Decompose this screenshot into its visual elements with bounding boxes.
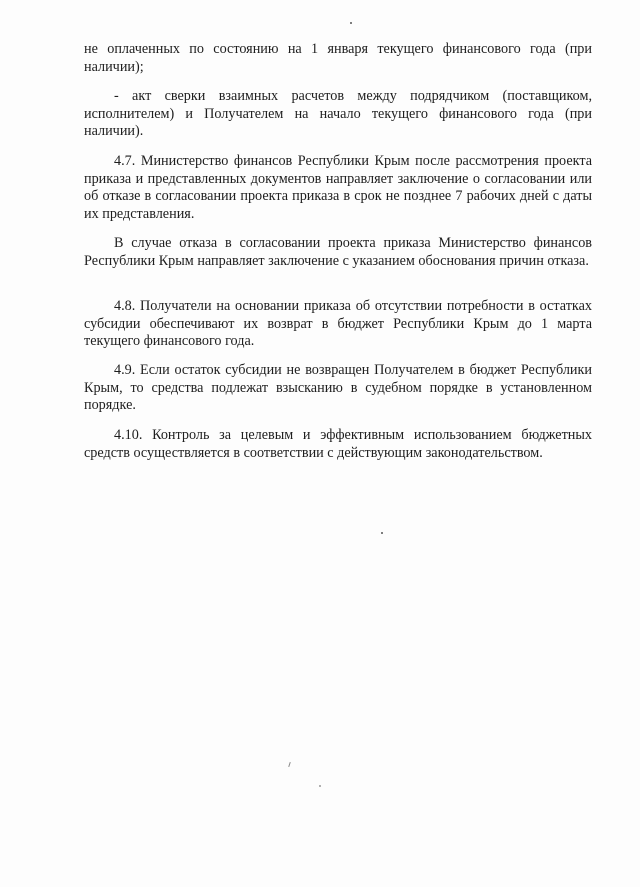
scan-speck	[319, 785, 321, 787]
paragraph-refusal: В случае отказа в согласовании проекта приказа Министерство финансов Республики Крым направляет заключение с указанием обоснования причин отказа.	[84, 235, 592, 269]
paragraph-4-8: 4.8. Получатели на основании приказа об отсутствии потребности в остатках субсидии обеспечивают их возврат в бюджет Республики Крым до 1 марта текущего финансового года.	[84, 298, 592, 349]
scan-speck	[288, 762, 290, 767]
scan-speck	[381, 532, 383, 534]
paragraph-continuation: не оплаченных по состоянию на 1 января текущего финансового года (при наличии);	[84, 41, 592, 75]
paragraph-4-9: 4.9. Если остаток субсидии не возвращен Получателем в бюджет Республики Крым, то средства подлежат взысканию в судебном порядке в установленном порядке.	[84, 362, 592, 413]
paragraph-reconciliation-act: - акт сверки взаимных расчетов между подрядчиком (поставщиком, исполнителем) и Получателем на начало текущего финансового года (при наличии).	[84, 88, 592, 139]
scan-speck	[350, 22, 352, 24]
paragraph-4-7: 4.7. Министерство финансов Республики Крым после рассмотрения проекта приказа и представленных документов направляет заключение о согласовании или об отказе в согласовании проекта приказа в срок не позднее 7 рабочих дней с даты их представления.	[84, 153, 592, 222]
paragraph-4-10: 4.10. Контроль за целевым и эффективным использованием бюджетных средств осуществляется в соответствии с действующим законодательством.	[84, 427, 592, 461]
